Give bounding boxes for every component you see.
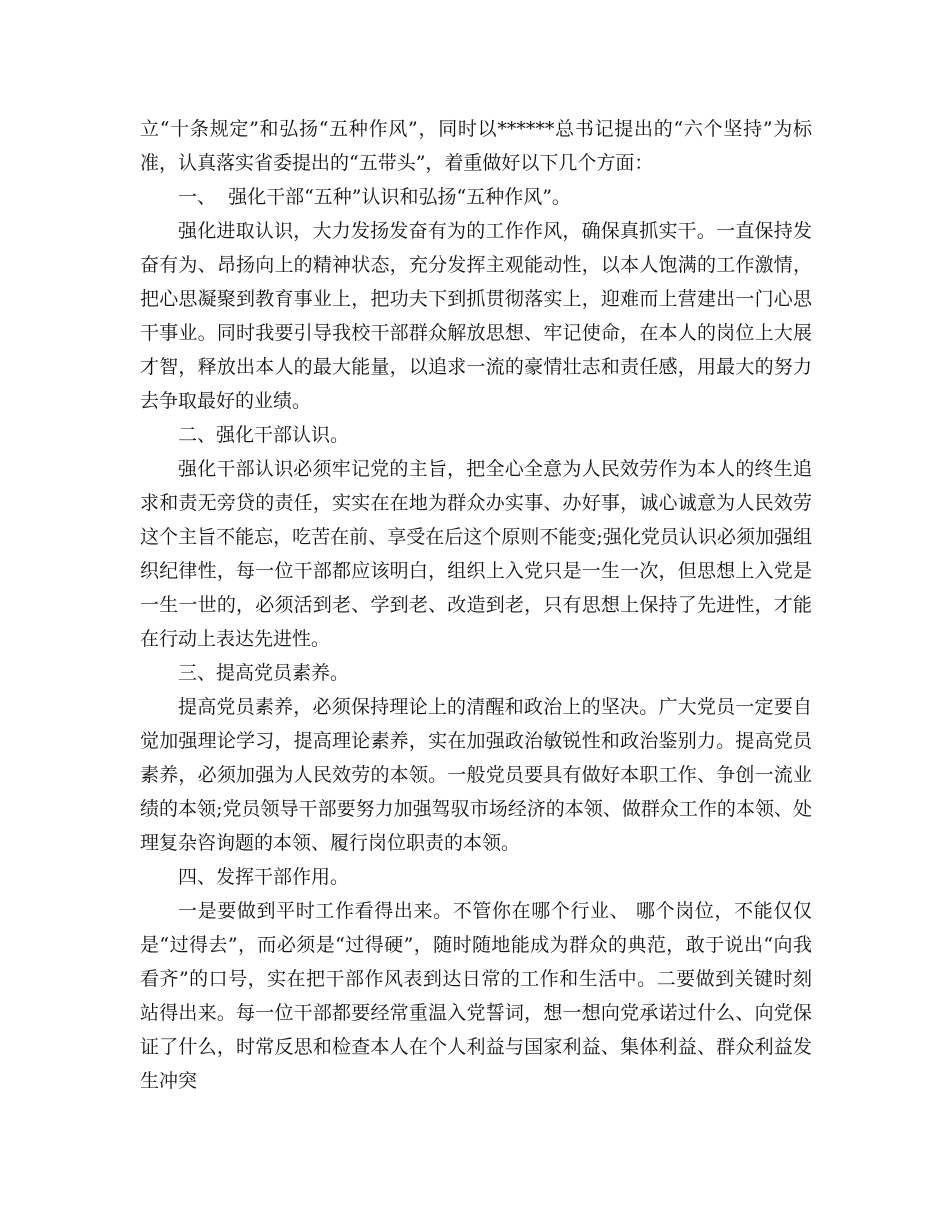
paragraph-3: 提高党员素养，必须保持理论上的清醒和政治上的坚决。广大党员一定要自觉加强理论学习，提高理论素养，实在加强政治敏锐性和政治鉴别力。提高党员素养，必须加强为人民效劳的本领。一般党员要具有做好本职工作、争创一流业绩的本领;党员领导干部要努力加强驾驭市场经济的本领、做群众工作的本领、处理复杂咨询题的本领、履行岗位职责的本领。 (140, 696, 812, 854)
paragraph-2: 强化干部认识必须牢记党的主旨，把全心全意为人民效劳作为本人的终生追求和责无旁贷的责任，实实在在地为群众办实事、办好事，诚心诚意为人民效劳这个主旨不能忘，吃苦在前、享受在后这个原则不能变;强化党员认识必须加强组织纪律性，每一位干部都应该明白，组织上入党只是一生一次，但思想上入党是一生一世的，必须活到老、学到老、改造到老，只有思想上保持了先进性，才能在行动上表达先进性。 (140, 458, 812, 650)
document-body (140, 112, 812, 1098)
section-heading-1: 一、 强化干部“五种”认识和弘扬“五种作风”。 (178, 186, 571, 208)
section-heading-4: 四、发挥干部作用。 (178, 866, 350, 888)
paragraph-continued: 立“十条规定”和弘扬“五种作风”，同时以******总书记提出的“六个坚持”为标准，认真落实省委提出的“五带头”，着重做好以下几个方面： (140, 118, 812, 174)
paragraph-1: 强化进取认识，大力发扬发奋有为的工作作风，确保真抓实干。一直保持发奋有为、昂扬向上的精神状态，充分发挥主观能动性，以本人饱满的工作激情，把心思凝聚到教育事业上，把功夫下到抓贯彻落实上，迎难而上营建出一门心思干事业。同时我要引导我校干部群众解放思想、牢记使命，在本人的岗位上大展才智，释放出本人的最大能量，以追求一流的豪情壮志和责任感，用最大的努力去争取最好的业绩。 (140, 220, 812, 412)
section-heading-2: 二、强化干部认识。 (178, 424, 350, 446)
section-heading-3: 三、提高党员素养。 (178, 662, 350, 684)
paragraph-4: 一是要做到平时工作看得出来。不管你在哪个行业、 哪个岗位，不能仅仅是“过得去”，而必须是“过得硬”，随时随地能成为群众的典范，敢于说出“向我看齐”的口号，实在把干部作风表到达日常的工作和生活中。二要做到关键时刻站得出来。每一位干部都要经常重温入党誓词，想一想向党承诺过什么、向党保证了什么，时常反思和检查本人在个人利益与国家利益、集体利益、群众利益发生冲突 (140, 900, 812, 1092)
